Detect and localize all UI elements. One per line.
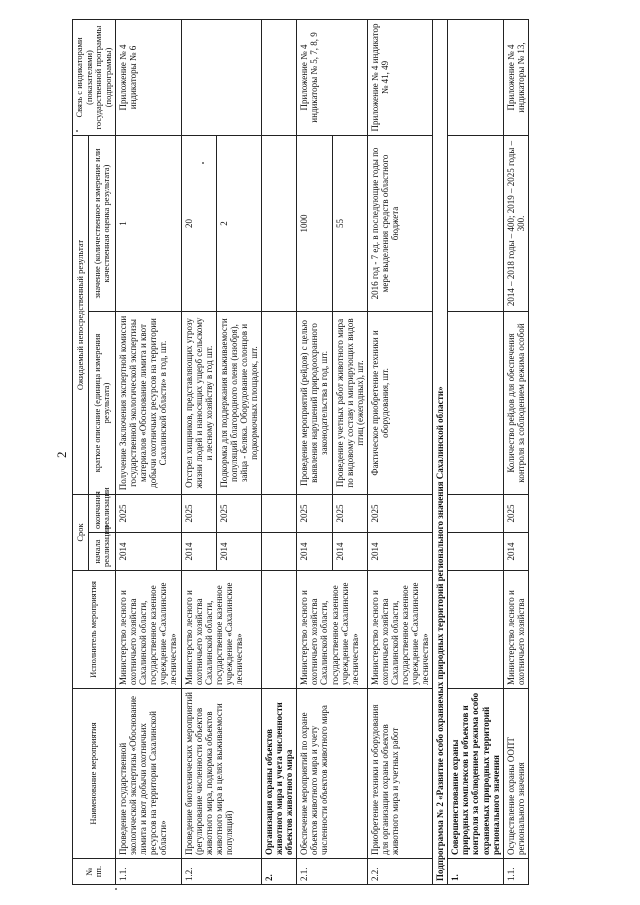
table-row bbox=[181, 20, 216, 885]
row-value: 2 bbox=[216, 136, 261, 312]
rotated-page bbox=[54, 15, 618, 885]
row-end: 2025 bbox=[503, 495, 528, 533]
row-num: 1.1. bbox=[116, 859, 181, 885]
table-row bbox=[503, 20, 528, 885]
subprogram-row bbox=[433, 20, 448, 885]
row-start: 2014 bbox=[503, 533, 528, 571]
row-desc: Проведение мероприятий (рейдов) с целью выявления нарушений природоохранного законодательства в год, шт. bbox=[297, 312, 332, 495]
row-start: 2014 bbox=[297, 533, 332, 571]
row-start: 2014 bbox=[332, 533, 367, 571]
header-executor: Исполнитель мероприятия bbox=[73, 571, 116, 689]
row-end: 2025 bbox=[216, 495, 261, 533]
row-start: 2014 bbox=[116, 533, 181, 571]
row-num: 1.1. bbox=[503, 859, 528, 885]
scan-speck bbox=[76, 130, 78, 132]
row-executor: Министерство лесного и охотничьего хозяйства Сахалинской области, государственное казенное учреждение «Сахалинские лесничества» bbox=[116, 571, 181, 689]
row-name: Организация охраны объектов животного мира и учета численности объектов животного мира bbox=[262, 689, 297, 859]
header-term: Срок bbox=[73, 495, 89, 571]
row-desc: Отстрел хищников, представляющих угрозу жизни людей и наносящих ущерб сельскому и лесному хозяйству в год шт. bbox=[181, 312, 216, 495]
row-name: Проведение биотехнических мероприятий (регулирование численности объектов животного мира, подкормка объектов животного мира в целях выживаемости популяций) bbox=[181, 689, 262, 859]
row-num: 1. bbox=[448, 859, 503, 885]
row-end: 2025 bbox=[116, 495, 181, 533]
row-link: Приложение № 4 индикатор № 41, 49 bbox=[367, 20, 432, 136]
row-desc: Подкормка для поддержания выживаемости популяций благородного оленя (изюбря), зайца - беляка. Оборудование солонцов и подкормочных площадок, шт. bbox=[216, 312, 261, 495]
row-end: 2025 bbox=[332, 495, 367, 533]
row-desc: Проведение учетных работ животного мира по видовому составу и мигрирующих видов птиц (ежегодных), шт. bbox=[332, 312, 367, 495]
scan-speck bbox=[115, 888, 117, 890]
row-name: Совершенствование охраны природных комплексов и объектов и контроля за соблюдением режима особо охраняемых природных территорий регионального значения bbox=[448, 689, 503, 859]
activities-table bbox=[72, 19, 529, 885]
subprogram-title: Подпрограмма № 2 «Развитие особо охраняемых природных территорий регионального значения Сахалинской области» bbox=[433, 20, 448, 885]
row-start: 2014 bbox=[181, 533, 216, 571]
row-value: 1 bbox=[116, 136, 181, 312]
row-link: Приложение № 4 индикаторы № 6 bbox=[116, 20, 181, 136]
row-name: Обеспечение мероприятий по охране объектов животного мира и учету численности объектов животного мира bbox=[297, 689, 367, 859]
table-row bbox=[262, 20, 297, 885]
row-end: 2025 bbox=[297, 495, 332, 533]
row-end: 2025 bbox=[367, 495, 432, 533]
row-executor: Министерство лесного и охотничьего хозяйства bbox=[503, 571, 528, 689]
row-name: Осуществление охраны ООПТ регионального значения bbox=[503, 689, 528, 859]
row-num: 2. bbox=[262, 859, 297, 885]
row-name: Приобретение техники и оборудования для организации охраны объектов животного мира и учетных работ bbox=[367, 689, 432, 859]
row-value: 20 bbox=[181, 136, 216, 312]
row-start: 2014 bbox=[367, 533, 432, 571]
header-end: окончания реализации bbox=[89, 495, 116, 533]
page-number: 2 bbox=[54, 451, 69, 458]
row-num: 1.2. bbox=[181, 859, 262, 885]
row-start: 2014 bbox=[216, 533, 261, 571]
row-value: 2014 – 2018 годы – 400; 2019 – 2025 годы – 300. bbox=[503, 136, 528, 312]
row-value: 1000 bbox=[297, 136, 332, 312]
table-row bbox=[116, 20, 181, 885]
row-value: 55 bbox=[332, 136, 367, 312]
row-desc: Количество рейдов для обеспечения контроля за соблюдением режима особой bbox=[503, 312, 528, 495]
row-executor: Министерство лесного и охотничьего хозяйства Сахалинской области, государственное казенное учреждение «Сахалинские лесничества» bbox=[367, 571, 432, 689]
header-short-desc: краткое описание (единица измерения результата) bbox=[89, 312, 116, 495]
header-row-1 bbox=[73, 20, 89, 885]
header-num: № пп. bbox=[73, 859, 116, 885]
header-start: начала реализации bbox=[89, 533, 116, 571]
row-num: 2.2. bbox=[367, 859, 432, 885]
table-row bbox=[297, 20, 332, 885]
table-row bbox=[448, 20, 503, 885]
row-num: 2.1. bbox=[297, 859, 367, 885]
header-value: значение (количественное измерение или качественная оценка результата) bbox=[89, 136, 116, 312]
row-end: 2025 bbox=[181, 495, 216, 533]
scan-speck bbox=[202, 162, 204, 164]
row-desc: Фактическое приобретение техники и оборудования, шт. bbox=[367, 312, 432, 495]
row-name: Проведение государственной экологической экспертизы «Обоснование лимита и квот добычи охотничьих ресурсов на территории Сахалинской области» bbox=[116, 689, 181, 859]
row-executor: Министерство лесного и охотничьего хозяйства Сахалинской области, государственное казенное учреждение «Сахалинские лесничества» bbox=[297, 571, 367, 689]
row-executor: Министерство лесного и охотничьего хозяйства Сахалинской области, государственное казенное учреждение «Сахалинские лесничества» bbox=[181, 571, 262, 689]
row-desc: Получение Заключения экспертной комиссии государственной экологической экспертизы материалов «Обоснование лимита и квот добычи охотничьих ресурсов на территории Сахалинской области» в год, шт. bbox=[116, 312, 181, 495]
header-link: Связь с индикаторами (показателями) государственной программы (подпрограммы) bbox=[73, 20, 116, 136]
table-row bbox=[367, 20, 432, 885]
header-expected: Ожидаемый непосредственный результат bbox=[73, 136, 89, 495]
header-name: Наименование мероприятия bbox=[73, 689, 116, 859]
row-value: 2016 год - 7 ед. в последующие годы по мере выделения средств областного бюджета bbox=[367, 136, 432, 312]
row-link: Приложение № 4 индикаторы № 5, 7, 8, 9 bbox=[297, 20, 367, 136]
row-link bbox=[181, 20, 262, 136]
row-link: Приложение № 4 индикаторы № 13, bbox=[503, 20, 528, 136]
